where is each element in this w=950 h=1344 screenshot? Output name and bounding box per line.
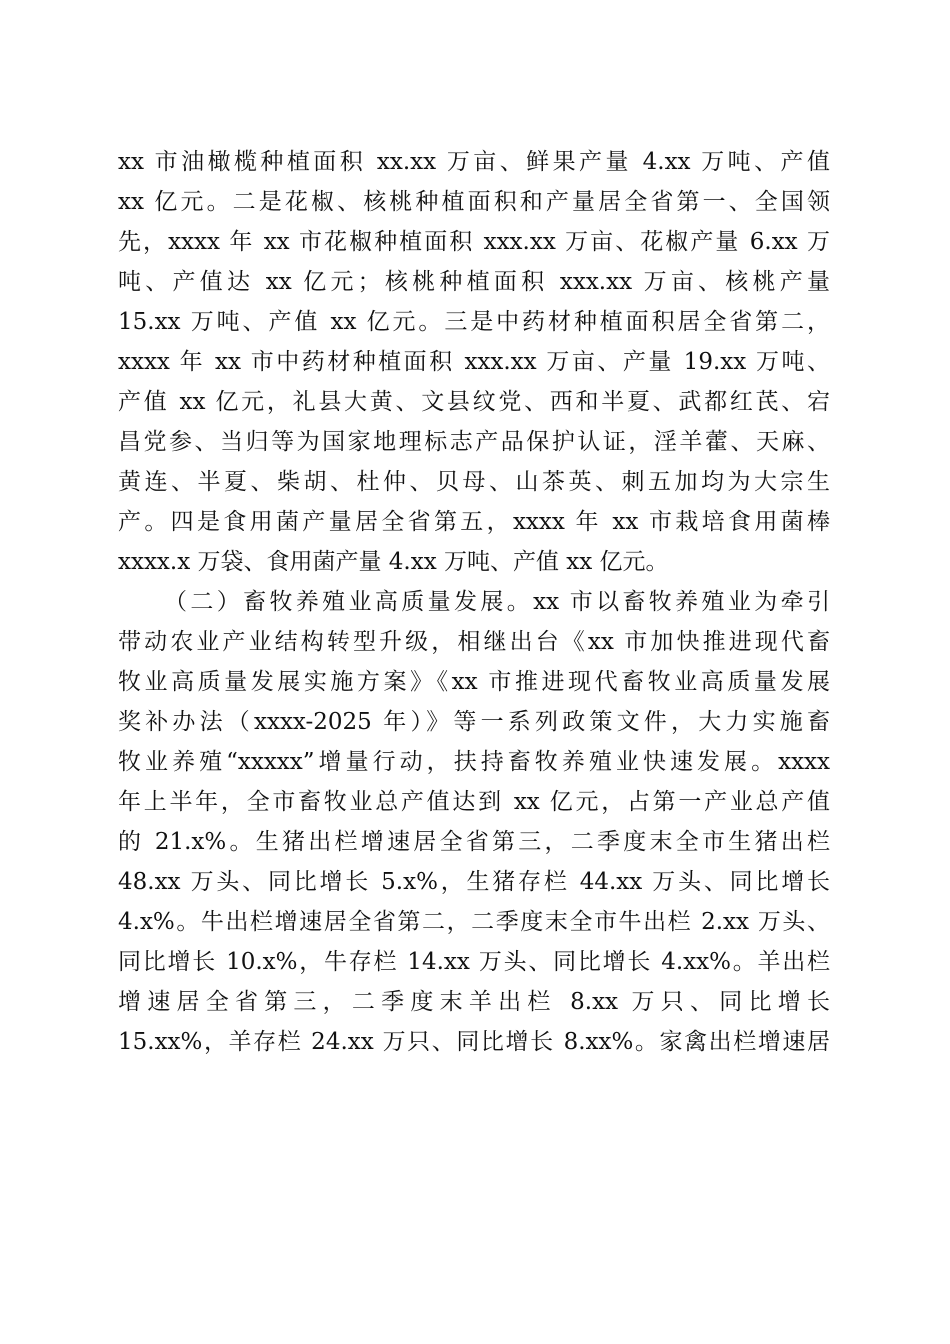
paragraph-1 (118, 142, 830, 582)
text-line: 同比增长 10.x%，牛存栏 14.xx 万头、同比增长 4.xx%。羊出栏 (118, 949, 830, 975)
text-line: 年上半年，全市畜牧业总产值达到 xx 亿元，占第一产业总产值 (118, 789, 830, 815)
text-line: xxxx.x 万袋、食用菌产量 4.xx 万吨、产值 xx 亿元。 (118, 549, 669, 575)
text-line: 产。四是食用菌产量居全省第五，xxxx 年 xx 市栽培食用菌棒 (118, 509, 830, 535)
section-heading-line: （二）畜牧养殖业高质量发展。xx 市以畜牧养殖业为牵引 (164, 589, 830, 615)
text-line: 奖补办法（xxxx-2025 年）》等一系列政策文件，大力实施畜 (118, 709, 830, 735)
text-line: 15.xx%，羊存栏 24.xx 万只、同比增长 8.xx%。家禽出栏增速居 (118, 1029, 830, 1055)
text-line: 牧业高质量发展实施方案》《xx 市推进现代畜牧业高质量发展 (118, 669, 830, 695)
text-line: 吨、产值达 xx 亿元；核桃种植面积 xxx.xx 万亩、核桃产量 (118, 269, 830, 295)
text-line: xx 市油橄榄种植面积 xx.xx 万亩、鲜果产量 4.xx 万吨、产值 (118, 149, 830, 175)
text-line: xx 亿元。二是花椒、核桃种植面积和产量居全省第一、全国领 (118, 189, 830, 215)
text-line: xxxx 年 xx 市中药材种植面积 xxx.xx 万亩、产量 19.xx 万吨、 (118, 349, 830, 375)
text-line: 牧业养殖“xxxxx”增量行动，扶持畜牧养殖业快速发展。xxxx (118, 749, 830, 775)
text-line: 黄连、半夏、柴胡、杜仲、贝母、山茶英、刺五加均为大宗生 (118, 469, 830, 495)
text-line: 先，xxxx 年 xx 市花椒种植面积 xxx.xx 万亩、花椒产量 6.xx 万 (118, 229, 830, 255)
text-line: 增速居全省第三，二季度末羊出栏 8.xx 万只、同比增长 (118, 989, 830, 1015)
text-line: 48.xx 万头、同比增长 5.x%，生猪存栏 44.xx 万头、同比增长 (118, 869, 830, 895)
text-line: 4.x%。牛出栏增速居全省第二，二季度末全市牛出栏 2.xx 万头、 (118, 909, 830, 935)
text-line: 昌党参、当归等为国家地理标志产品保护认证，淫羊藿、天麻、 (118, 429, 830, 455)
text-line: 带动农业产业结构转型升级，相继出台《xx 市加快推进现代畜 (118, 629, 830, 655)
text-line: 15.xx 万吨、产值 xx 亿元。三是中药材种植面积居全省第二， (118, 309, 830, 335)
text-line: 产值 xx 亿元，礼县大黄、文县纹党、西和半夏、武都红芪、宕 (118, 389, 830, 415)
paragraph-2 (118, 582, 830, 1062)
text-line: 的 21.x%。生猪出栏增速居全省第三，二季度末全市生猪出栏 (118, 829, 830, 855)
document-body (118, 142, 830, 1062)
